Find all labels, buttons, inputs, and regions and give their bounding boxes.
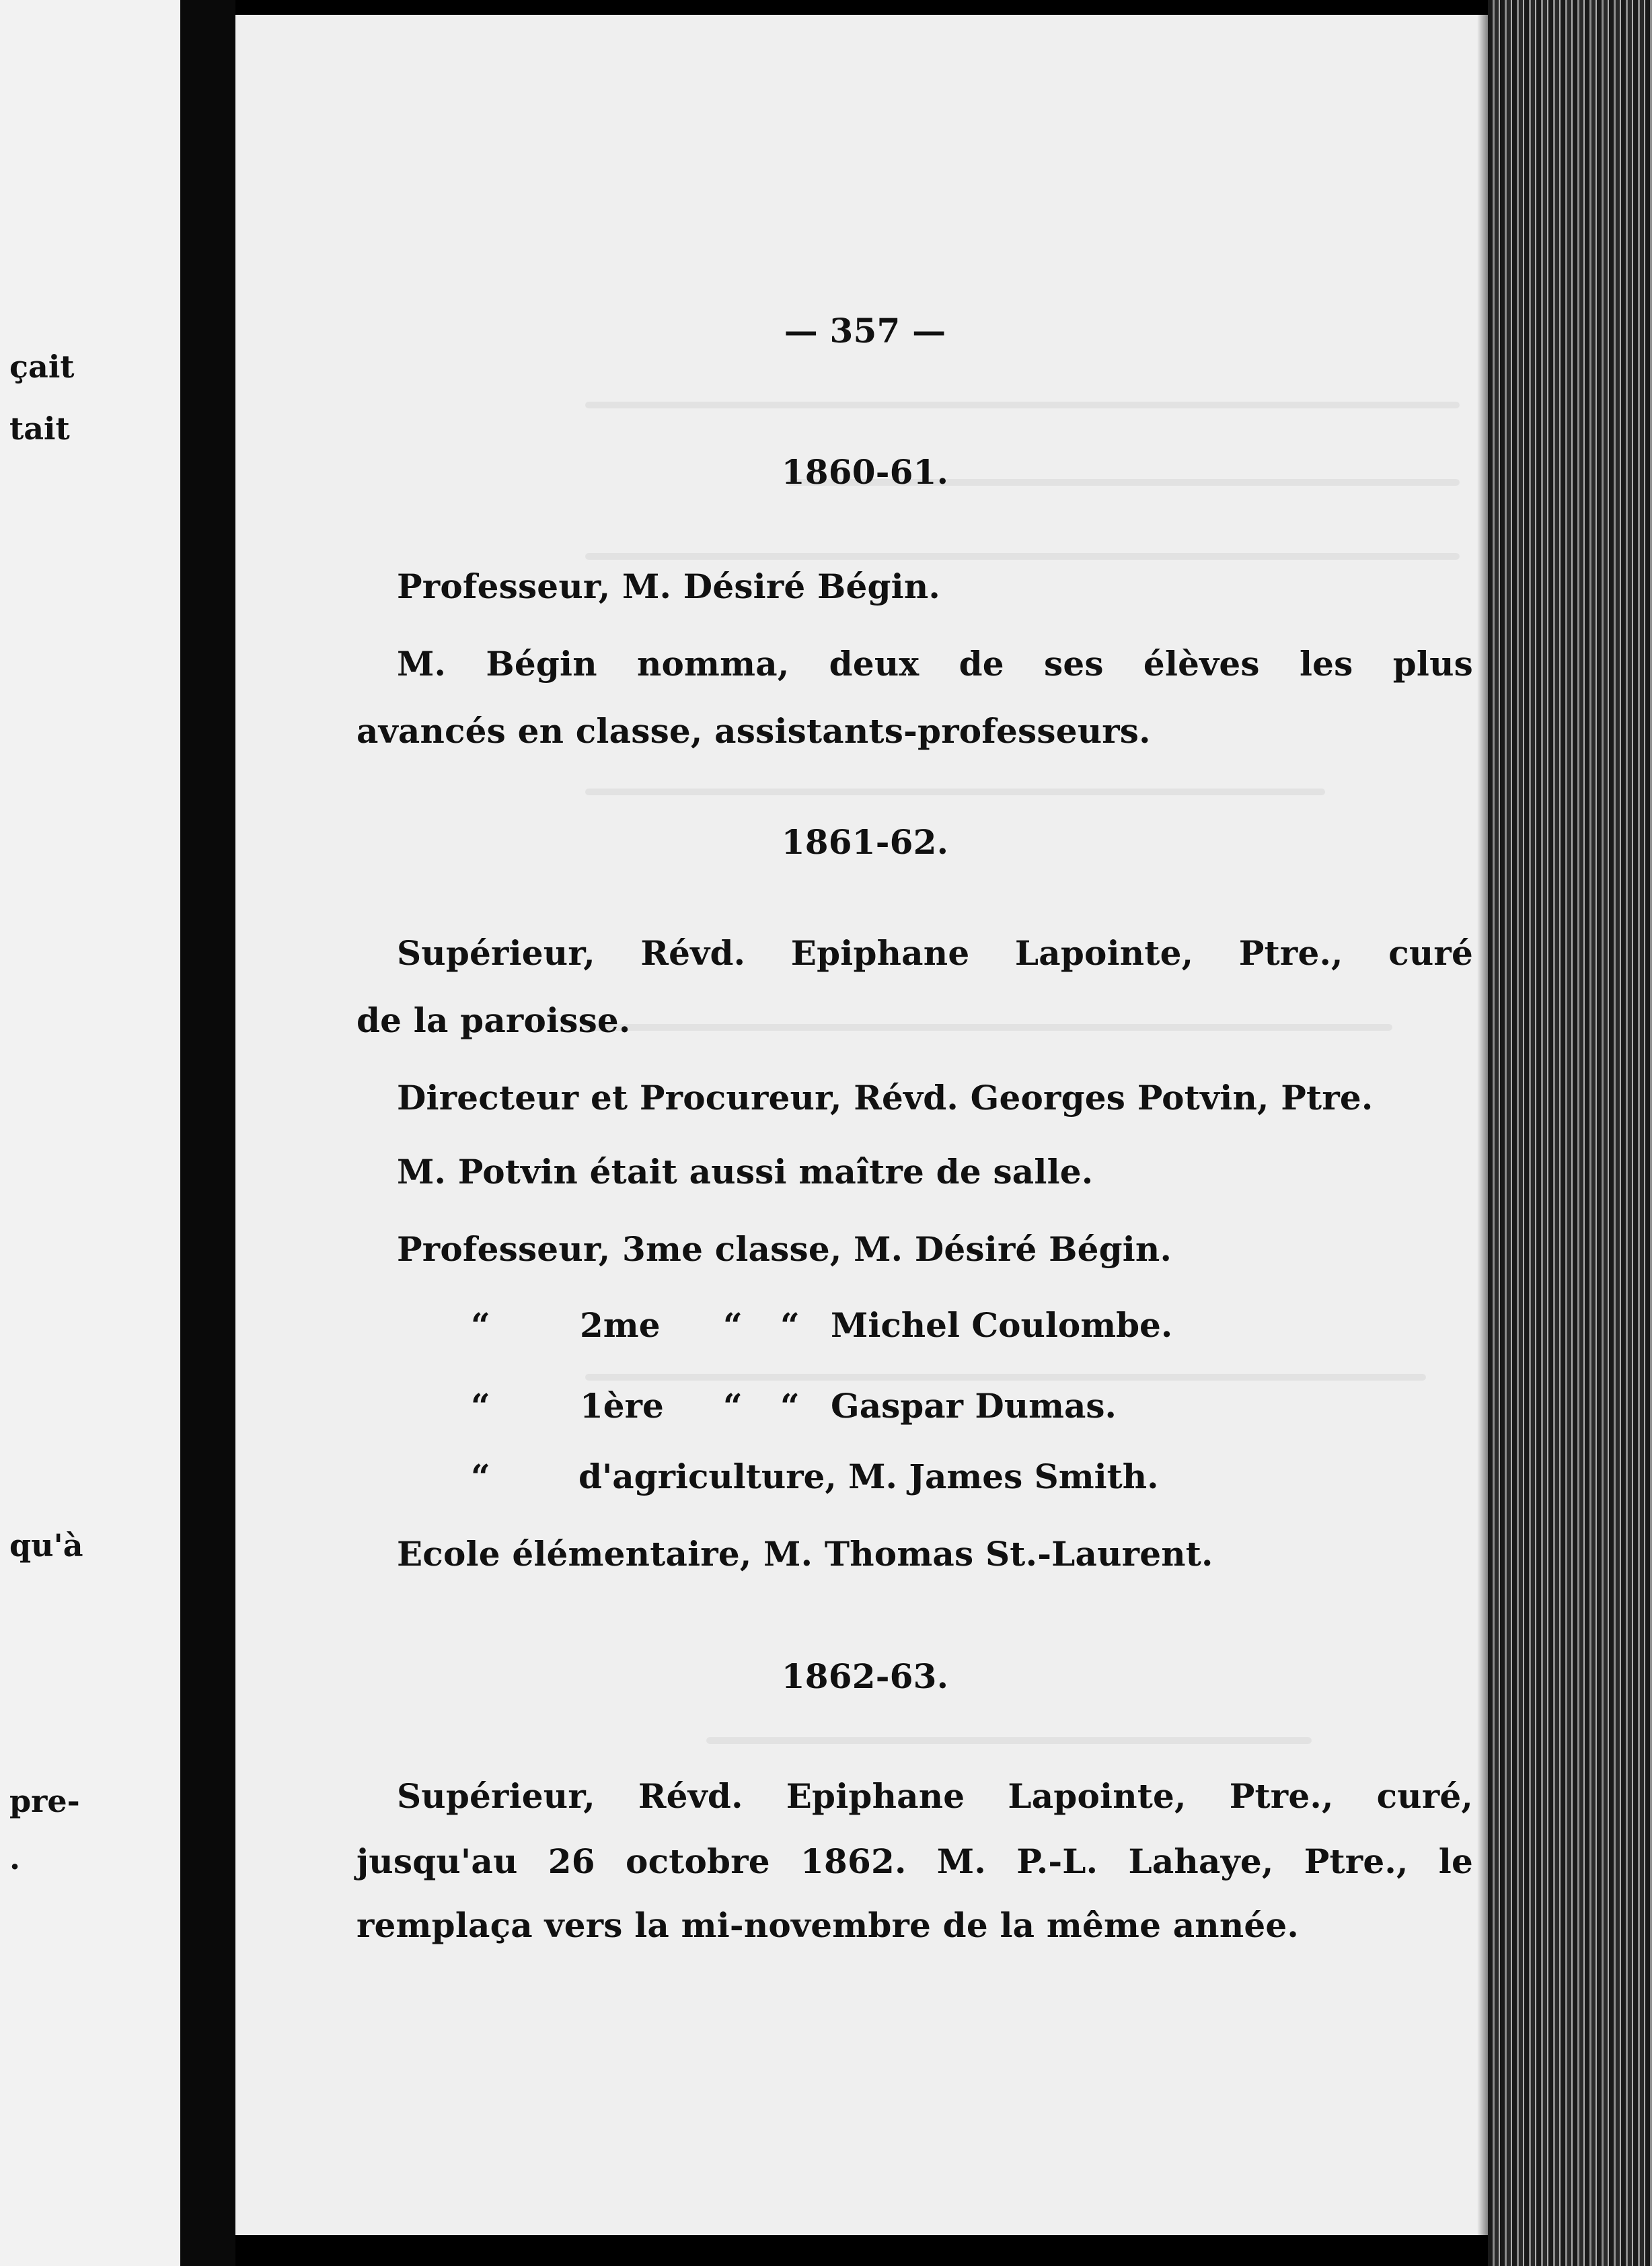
ditto-mark: “: [471, 1386, 490, 1426]
paragraph-line: Professeur, 3me classe, M. Désiré Bégin.: [397, 1229, 1172, 1269]
paragraph-line: Supérieur, Révd. Epiphane Lapointe, Ptre., curé,: [397, 1776, 1473, 1816]
paragraph-line: de la paroisse.: [356, 1000, 631, 1040]
ditto-mark: “: [780, 1305, 800, 1345]
facing-page-left: [0, 0, 180, 2266]
ditto-mark: “: [723, 1305, 743, 1345]
bleed-through-texture: [585, 1024, 1392, 1031]
left-fragment: çait: [9, 349, 75, 385]
page-number: — 357 —: [784, 311, 946, 351]
paragraph-line: Directeur et Procureur, Révd. Georges Potvin, Ptre.: [397, 1078, 1374, 1118]
teacher-name: Michel Coulombe.: [831, 1305, 1173, 1345]
paragraph-line: jusqu'au 26 octobre 1862. M. P.-L. Lahaye, Ptre., le: [356, 1841, 1473, 1881]
class-label: 2me: [580, 1305, 661, 1345]
paragraph-line: avancés en classe, assistants-professeurs.: [356, 711, 1151, 751]
bleed-through-texture: [585, 553, 1460, 560]
section-heading-1860-61: 1860-61.: [781, 452, 949, 492]
bleed-through-texture: [585, 789, 1325, 795]
paragraph-line: Supérieur, Révd. Epiphane Lapointe, Ptre., curé: [397, 933, 1473, 973]
paragraph-line: M. Bégin nomma, deux de ses élèves les plus: [397, 644, 1473, 684]
paragraph-line: remplaça vers la mi-novembre de la même année.: [356, 1905, 1300, 1945]
ditto-mark: “: [780, 1386, 800, 1426]
page: [235, 15, 1495, 2235]
left-fragment: qu'à: [9, 1527, 83, 1564]
teacher-name: Gaspar Dumas.: [831, 1386, 1117, 1426]
left-fragment: .: [9, 1840, 21, 1876]
left-fragment: tait: [9, 410, 70, 447]
bleed-through-texture: [585, 1374, 1426, 1381]
ditto-mark: “: [723, 1386, 743, 1426]
ditto-mark: “: [471, 1305, 490, 1345]
paragraph-line: Ecole élémentaire, M. Thomas St.-Laurent.: [397, 1534, 1213, 1574]
book-page-edges: [1488, 0, 1652, 2266]
class-label: 1ère: [580, 1386, 664, 1426]
paragraph-line: Professeur, M. Désiré Bégin.: [397, 566, 941, 606]
paragraph-line: d'agriculture, M. James Smith.: [578, 1457, 1159, 1496]
section-heading-1861-62: 1861-62.: [781, 822, 949, 862]
book-gutter: [180, 0, 235, 2266]
bleed-through-texture: [585, 402, 1460, 408]
bleed-through-texture: [706, 1737, 1312, 1744]
left-fragment: pre-: [9, 1783, 80, 1819]
ditto-mark: “: [471, 1457, 490, 1496]
paragraph-line: M. Potvin était aussi maître de salle.: [397, 1152, 1094, 1192]
section-heading-1862-63: 1862-63.: [781, 1656, 949, 1696]
